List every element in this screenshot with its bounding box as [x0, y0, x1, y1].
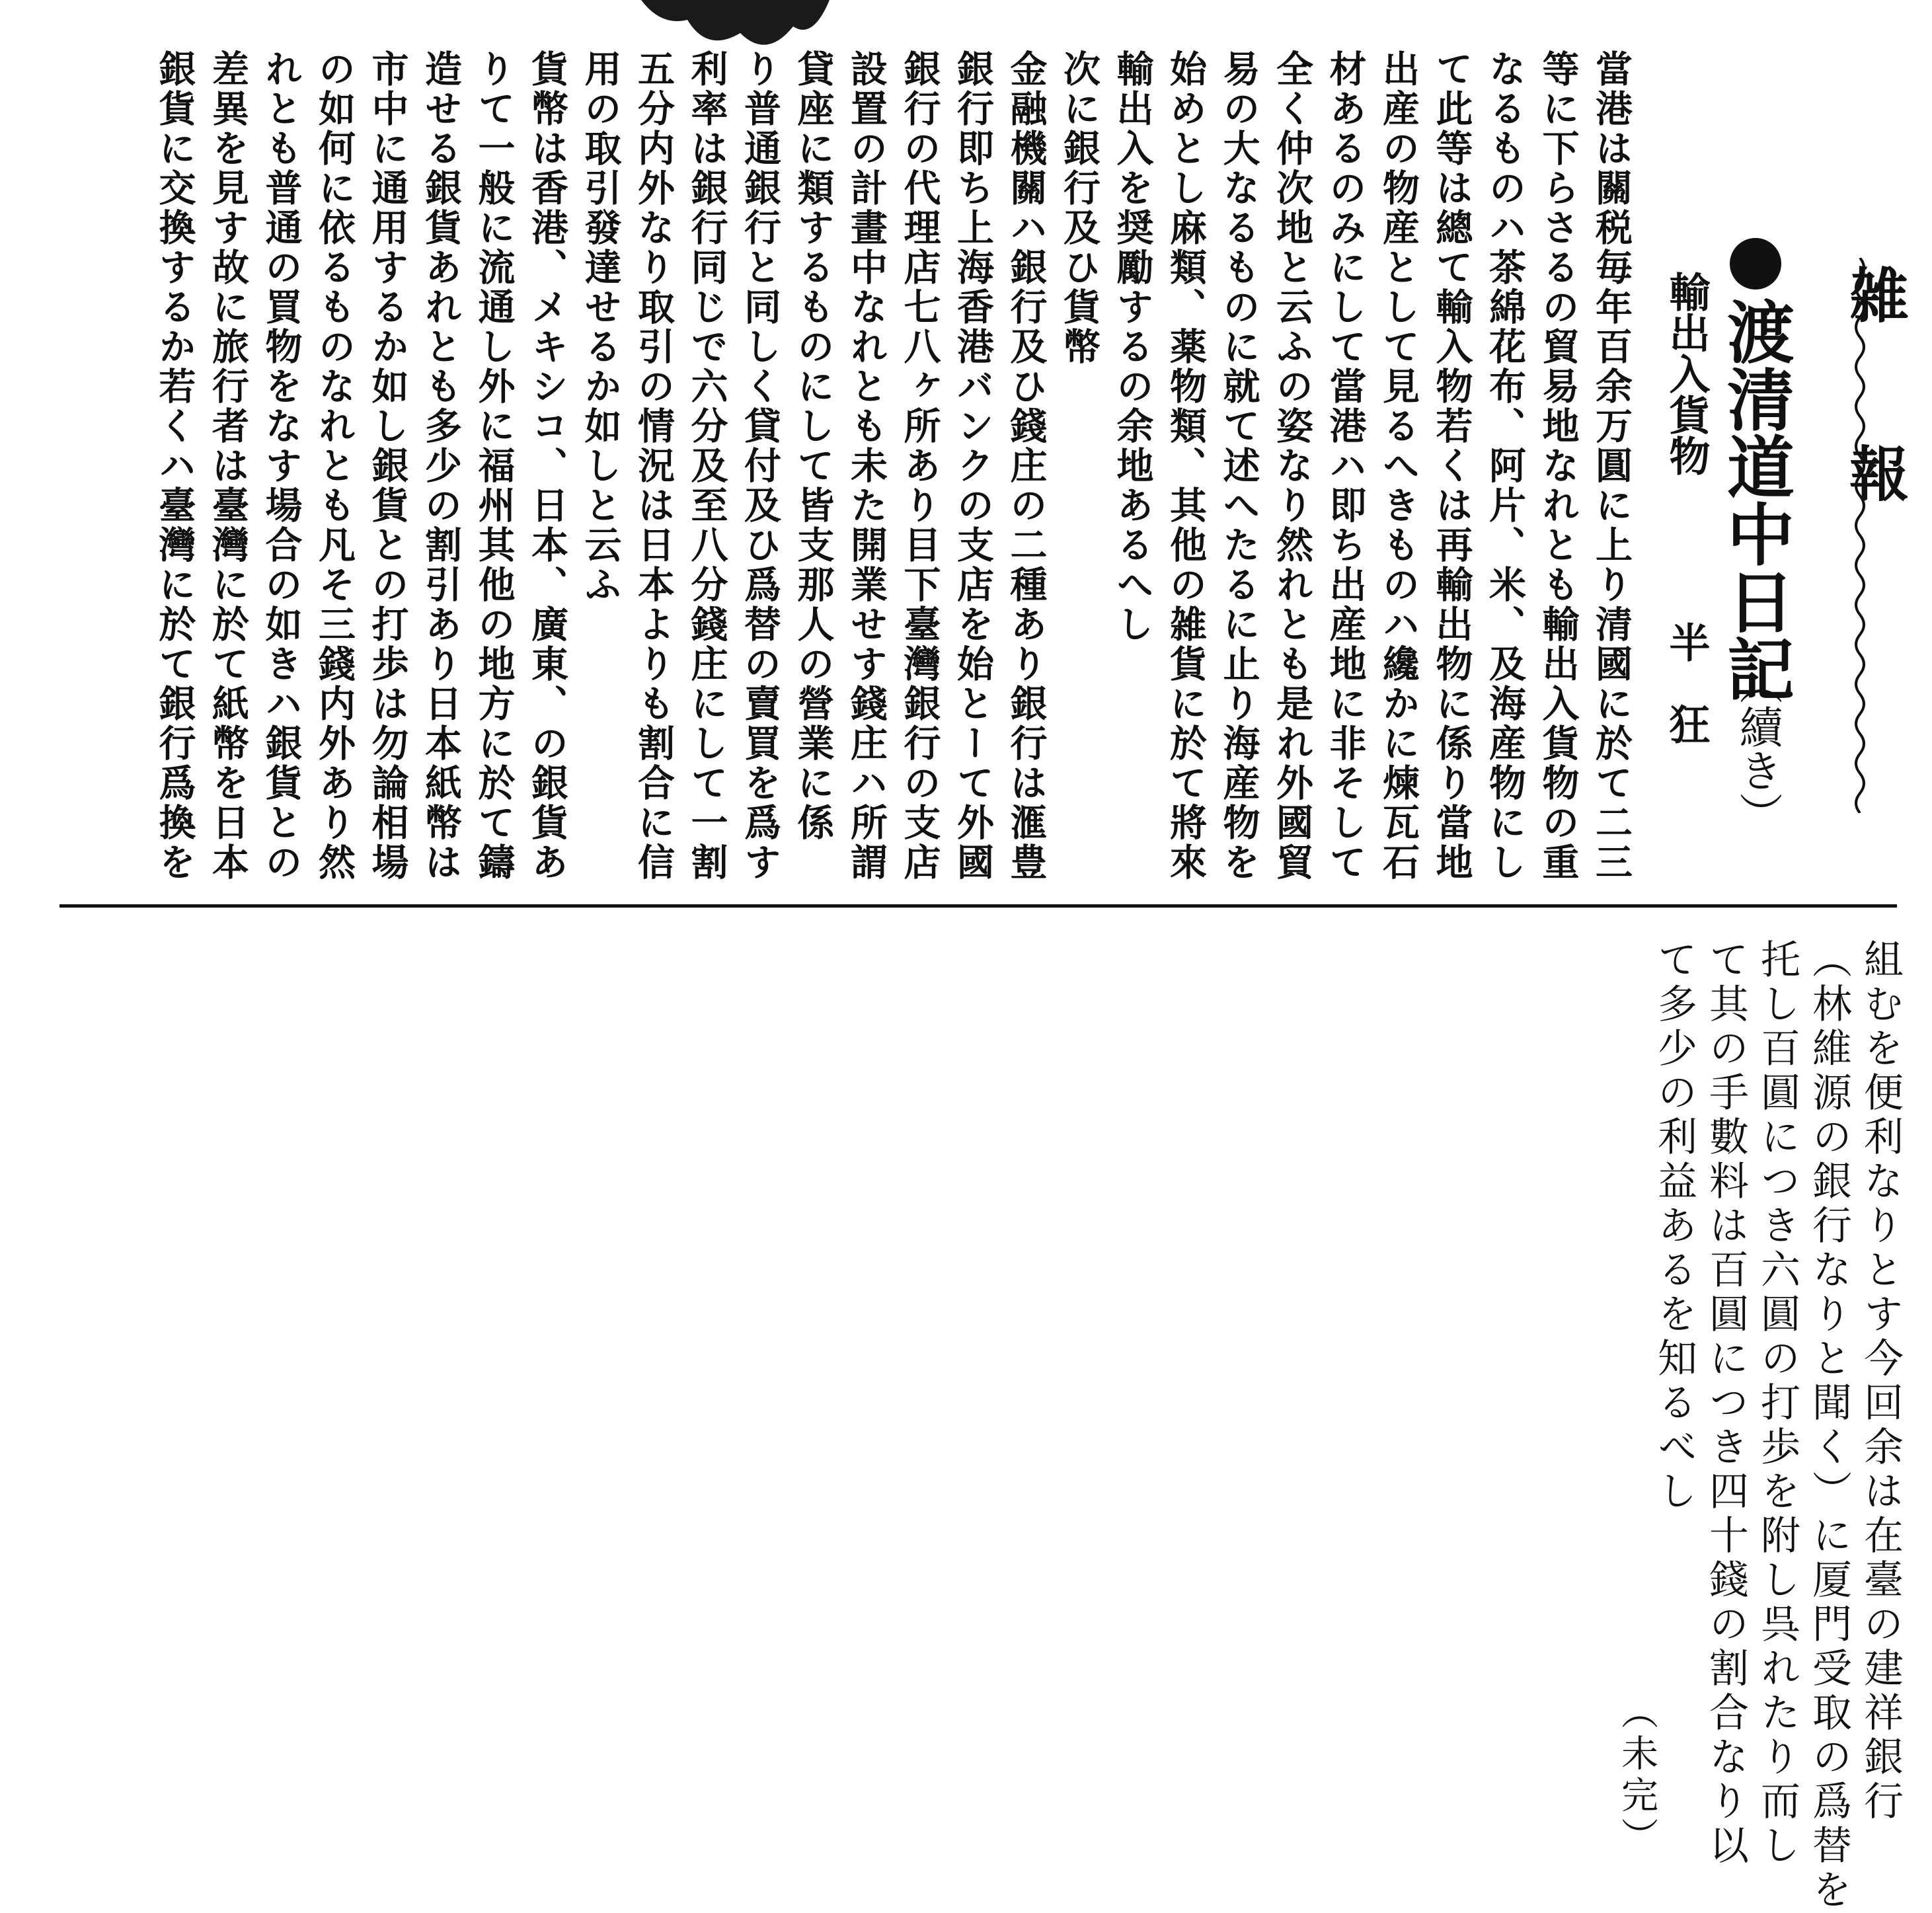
text-column: 輸出入を奨勵するの余地あるへし: [1110, 50, 1155, 644]
text-column: 銀行の代理店七八ヶ所あり目下臺灣銀行の支店: [898, 50, 942, 882]
text-column: 次に銀行及ひ貨幣: [1058, 50, 1101, 367]
text-column: 等に下らさるの貿易地なれとも輸出入貨物の重: [1536, 50, 1580, 882]
text-column: 市中に通用するか如し銀貨との打歩は勿論相場: [366, 50, 410, 882]
article-title-text: 渡清道中日記: [1716, 297, 1795, 702]
text-column: 造せる銀貨あれとも多少の割引あり日本紙幣は: [419, 50, 463, 882]
text-column: 五分内外なり取引の情況は日本よりも割合に信: [632, 50, 676, 882]
subhead: 輸出入貨物: [1662, 271, 1711, 476]
text-column: なるものハ茶綿花布、阿片、米、及海産物にし: [1483, 50, 1527, 882]
text-column: れとも普通の買物をなす場合の如きハ銀貨との: [259, 50, 303, 882]
text-column: 易の大なるものに就て述へたるに止り海産物を: [1217, 50, 1261, 882]
text-column: の如何に依るものなれとも凡そ三錢内外あり然: [313, 50, 356, 882]
continuation-column: て其の手數料は百圓につき四十錢の割合なり以: [1703, 939, 1749, 1869]
text-column: りて一般に流通し外に福州其他の地方に於て鑄: [472, 50, 516, 882]
author-name: 半 狂: [1662, 621, 1711, 744]
wavy-divider: [1851, 258, 1869, 813]
text-column: 貸座に類するものにして皆支那人の營業に係: [791, 50, 835, 843]
text-column: 出産の物産として見るへきものハ纔かに煉瓦石: [1377, 50, 1420, 882]
continuation-column: 組むを便利なりとす今回余は在臺の建祥銀行: [1857, 939, 1904, 1824]
text-column: 貨幣は香港、メキシコ、日本、廣東、の銀貨あ: [525, 50, 569, 882]
text-column: 材あるのみにして當港ハ即ち出産地に非そして: [1323, 50, 1368, 882]
section-label: 雑 報: [1839, 264, 1909, 502]
text-column: 金融機關ハ銀行及ひ錢庄の二種あり銀行は滙豊: [1004, 50, 1048, 882]
tier-divider: [59, 904, 1897, 908]
text-column: 差異を見す故に旅行者は臺灣に於て紙幣を日本: [206, 50, 250, 882]
continuation-column: （林維源の銀行なりと聞く）に厦門受取の爲替を: [1806, 939, 1852, 1913]
continued-mark: （續き）: [1732, 661, 1783, 836]
text-column: 銀行即ち上海香港バンクの支店を始とーて外國: [951, 50, 995, 882]
continuation-column: て多少の利益あるを知るべし: [1651, 939, 1697, 1514]
text-column: 利率は銀行同じで六分及至八分錢庄にして一割: [685, 50, 729, 882]
text-column: り普通銀行と同しく貸付及ひ爲替の賣買を爲す: [738, 50, 782, 882]
article-title: [1716, 238, 1795, 702]
text-column: 用の取引發達せるか如しと云ふ: [578, 50, 623, 605]
end-mark: （未完）: [1615, 1692, 1658, 1859]
bullet-icon: [1730, 238, 1781, 290]
text-column: 設置の計畫中なれとも未た開業せす錢庄ハ所謂: [845, 50, 888, 882]
text-column: 始めとし麻類、薬物類、其他の雑貨に於て將來: [1164, 50, 1208, 882]
text-column: 銀貨に交換するか若くハ臺灣に於て銀行爲換を: [153, 50, 197, 882]
text-column: 當港は關税毎年百余万圓に上り清國に於て二三: [1590, 50, 1633, 882]
continuation-column: 托し百圓につき六圓の打歩を附し呉れたり而し: [1754, 939, 1800, 1869]
text-column: 全く仲次地と云ふの姿なり然れとも是れ外國貿: [1270, 50, 1314, 882]
text-column: て此等は總て輸入物若くは再輸出物に係り當地: [1430, 50, 1474, 882]
